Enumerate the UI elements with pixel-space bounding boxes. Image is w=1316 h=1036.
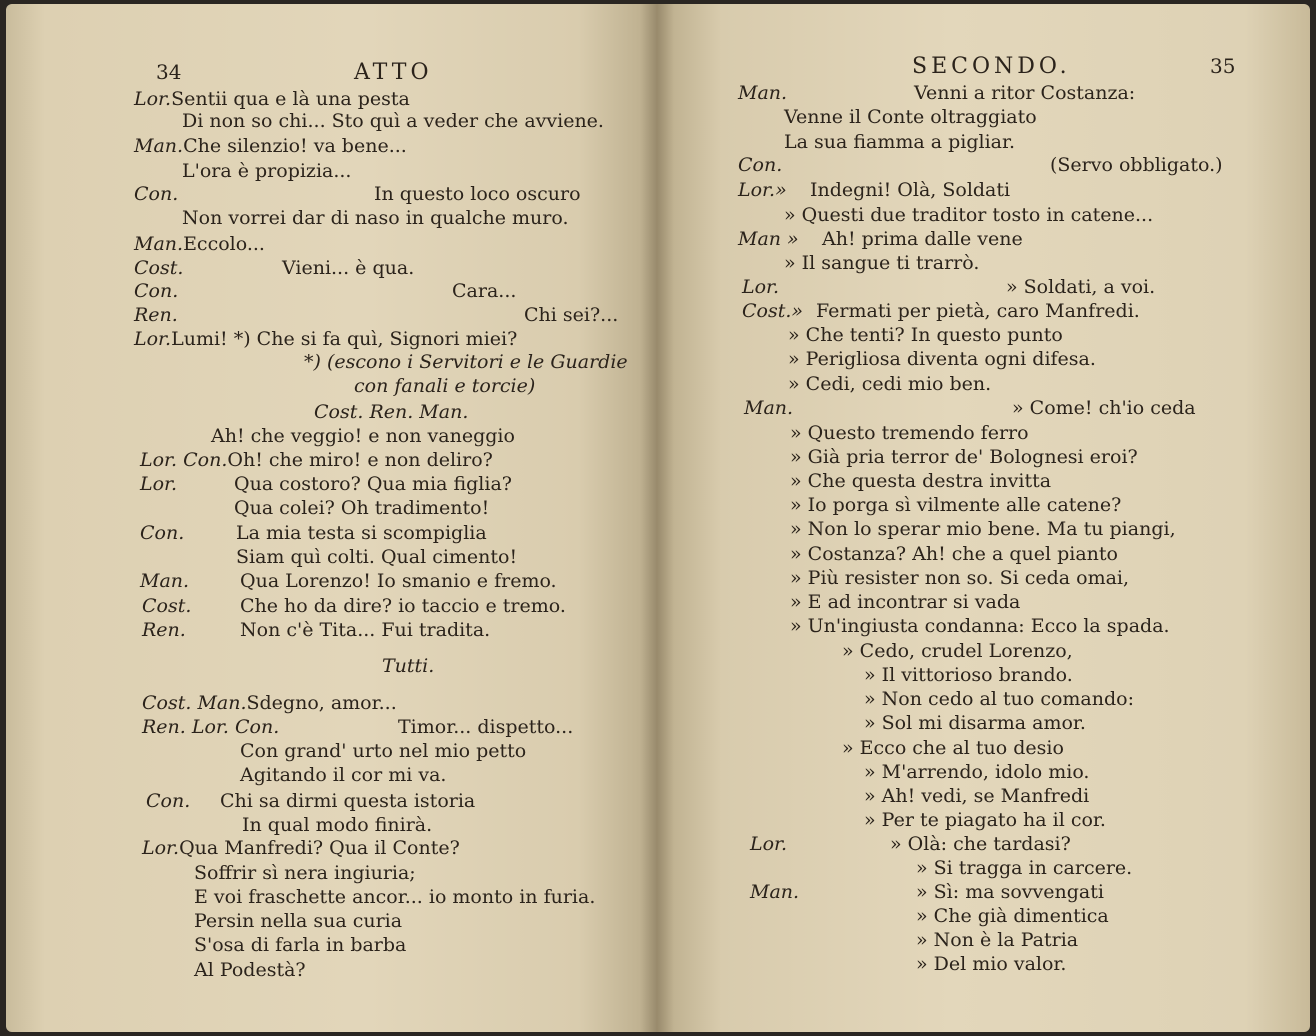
- verse-line: » Cedo, crudel Lorenzo,: [842, 640, 1073, 662]
- verse-line: » Olà: che tardasi?: [890, 833, 1071, 855]
- verse-line: Ah! prima dalle vene: [822, 228, 1023, 250]
- verse-line: Qua costoro? Qua mia figlia?: [234, 473, 512, 495]
- verse-line: » Come! ch'io ceda: [1012, 397, 1196, 419]
- speaker-heading: Tutti.: [382, 655, 435, 677]
- verse-line: Cost.: [134, 257, 184, 279]
- verse-line: La mia testa si scompiglia: [236, 522, 487, 544]
- verse-line: Man.: [738, 82, 788, 104]
- verse-line: Man »: [738, 228, 799, 250]
- verse-line: » Sol mi disarma amor.: [864, 712, 1086, 734]
- verse-line: » Un'ingiusta condanna: Ecco la spada.: [790, 615, 1170, 637]
- verse-line: E voi fraschette ancor... io monto in furia.: [194, 886, 596, 908]
- verse-line: Con.: [140, 522, 185, 544]
- verse-line: » Questi due traditor tosto in catene...: [784, 204, 1154, 226]
- verse-line: Con.: [146, 790, 191, 812]
- verse-line: Man.Che silenzio! va bene...: [134, 135, 407, 157]
- running-head-left: ATTO: [354, 60, 433, 85]
- verse-line: Che ho da dire? io taccio e tremo.: [240, 595, 566, 617]
- verse-line: In questo loco oscuro: [374, 183, 581, 205]
- verse-line: » Io porga sì vilmente alle catene?: [790, 494, 1122, 516]
- verse-line: L'ora è propizia...: [182, 160, 352, 182]
- verse-line: Lor.: [140, 473, 178, 495]
- verse-line: Man.: [744, 397, 794, 419]
- verse-line: Fermati per pietà, caro Manfredi.: [816, 300, 1140, 322]
- right-page: [656, 4, 1310, 1032]
- verse-line: » Non è la Patria: [916, 929, 1079, 951]
- verse-line: Di non so chi... Sto quì a veder che avviene.: [182, 110, 604, 132]
- verse-line: Cost. Man.Sdegno, amor...: [142, 692, 397, 714]
- verse-line: Qua colei? Oh tradimento!: [234, 497, 490, 519]
- verse-line: Soffrir sì nera ingiuria;: [194, 862, 416, 884]
- verse-line: Agitando il cor mi va.: [240, 764, 447, 786]
- verse-line: Lor.: [742, 276, 780, 298]
- verse-line: Man.: [750, 881, 800, 903]
- verse-line: » Si tragga in carcere.: [916, 857, 1133, 879]
- verse-line: Indegni! Olà, Soldati: [810, 179, 1011, 201]
- verse-line: Non c'è Tita... Fui tradita.: [240, 619, 491, 641]
- page-number-left: 34: [156, 60, 182, 84]
- verse-line: S'osa di farla in barba: [194, 934, 407, 956]
- verse-line: » Sì: ma sovvengati: [916, 881, 1104, 903]
- stage-direction: con fanali e torcie): [354, 375, 536, 397]
- verse-line: » Che già dimentica: [916, 905, 1109, 927]
- verse-line: » Il sangue ti trarrò.: [784, 252, 980, 274]
- page-number-right: 35: [1210, 54, 1236, 78]
- verse-line: » Perigliosa diventa ogni difesa.: [788, 348, 1096, 370]
- verse-line: » Soldati, a voi.: [1006, 276, 1156, 298]
- verse-line: Qua Lorenzo! Io smanio e fremo.: [240, 570, 557, 592]
- verse-line: La sua fiamma a pigliar.: [784, 131, 1016, 153]
- verse-line: Venne il Conte oltraggiato: [784, 106, 1037, 128]
- speaker-heading: Cost. Ren. Man.: [314, 401, 469, 423]
- verse-line: Lor.Qua Manfredi? Qua il Conte?: [142, 837, 460, 859]
- verse-line: Con.: [134, 183, 179, 205]
- verse-line: » Che tenti? In questo punto: [788, 324, 1063, 346]
- verse-line: Lor.Lumi! *) Che si fa quì, Signori miei?: [134, 328, 518, 350]
- verse-line: (Servo obbligato.): [1050, 154, 1223, 176]
- verse-line: Non vorrei dar di naso in qualche muro.: [182, 207, 569, 229]
- verse-line: Cost.: [142, 595, 192, 617]
- left-page: [6, 4, 656, 1032]
- verse-line: Ah! che veggio! e non vaneggio: [211, 425, 515, 447]
- verse-line: Con.: [134, 280, 179, 302]
- verse-line: » E ad incontrar si vada: [790, 591, 1021, 613]
- verse-line: » Questo tremendo ferro: [790, 422, 1029, 444]
- running-head-right: SECONDO.: [912, 54, 1071, 79]
- verse-line: Venni a ritor Costanza:: [914, 82, 1136, 104]
- verse-line: » Ah! vedi, se Manfredi: [864, 785, 1090, 807]
- verse-line: Vieni... è qua.: [282, 257, 415, 279]
- verse-line: » Non cedo al tuo comando:: [864, 688, 1134, 710]
- verse-line: » Che questa destra invitta: [790, 470, 1052, 492]
- verse-line: Man.Eccolo...: [134, 233, 265, 255]
- verse-line: » Costanza? Ah! che a quel pianto: [790, 543, 1118, 565]
- verse-line: Man.: [140, 570, 190, 592]
- verse-line: Siam quì colti. Qual cimento!: [236, 546, 518, 568]
- verse-line: » Già pria terror de' Bolognesi eroi?: [790, 446, 1138, 468]
- verse-line: Persin nella sua curia: [194, 910, 403, 932]
- verse-line: » Del mio valor.: [916, 953, 1067, 975]
- verse-line: Ren. Lor. Con.: [142, 716, 280, 738]
- verse-line: » Non lo sperar mio bene. Ma tu piangi,: [790, 518, 1176, 540]
- verse-line: » Per te piagato ha il cor.: [864, 809, 1106, 831]
- verse-line: Con.: [738, 154, 783, 176]
- verse-line: In qual modo finirà.: [242, 814, 433, 836]
- verse-line: Cost.»: [742, 300, 804, 322]
- verse-line: » Più resister non so. Si ceda omai,: [790, 567, 1130, 589]
- verse-line: Timor... dispetto...: [398, 716, 574, 738]
- verse-line: » Ecco che al tuo desio: [842, 737, 1064, 759]
- verse-line: Lor.: [750, 833, 788, 855]
- verse-line: Chi sa dirmi questa istoria: [220, 790, 476, 812]
- verse-line: Lor.»: [738, 179, 787, 201]
- verse-line: Lor. Con.Oh! che miro! e non deliro?: [140, 449, 493, 471]
- verse-line: Cara...: [452, 280, 517, 302]
- verse-line: Al Podestà?: [194, 959, 306, 981]
- verse-line: » Cedi, cedi mio ben.: [788, 373, 992, 395]
- verse-line: » M'arrendo, idolo mio.: [864, 761, 1090, 783]
- verse-line: Chi sei?...: [524, 304, 619, 326]
- verse-line: » Il vittorioso brando.: [864, 664, 1073, 686]
- verse-line: Con grand' urto nel mio petto: [240, 740, 527, 762]
- verse-line: Lor.Sentii qua e là una pesta: [134, 88, 410, 110]
- stage-direction: *) (escono i Servitori e le Guardie: [304, 351, 628, 373]
- verse-line: Ren.: [142, 619, 186, 641]
- verse-line: Ren.: [134, 304, 178, 326]
